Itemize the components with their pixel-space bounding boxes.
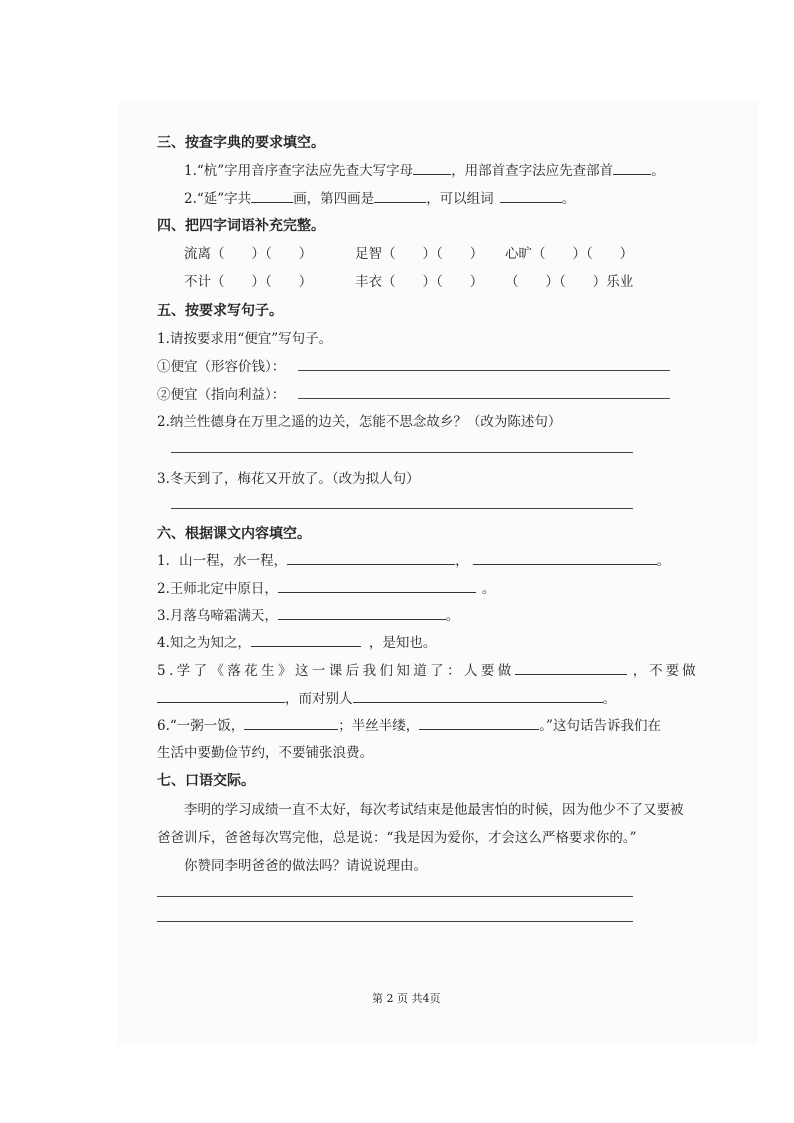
q6-5-text-c: ，而对别人 — [285, 691, 353, 707]
q6-5-text-b: ，不要做 — [632, 663, 699, 679]
question-5-2: 2.纳兰性德身在万里之遥的边关，怎能不思念故乡？（改为陈述句） — [157, 414, 562, 430]
question-5-3: 3.冬天到了，梅花又开放了。（改为拟人句） — [157, 471, 420, 487]
question-6-2 — [157, 580, 495, 598]
answer-blank[interactable] — [374, 190, 426, 203]
answer-line[interactable] — [171, 452, 633, 453]
answer-line[interactable] — [298, 370, 670, 371]
question-3-2 — [184, 190, 575, 208]
q3-2-text-c: ，可以组词 — [426, 191, 494, 207]
q3-1-text-b: ，用部首查字法应先查部首 — [451, 163, 614, 179]
q6-2-text-a: 2.王师北定中原日， — [157, 581, 278, 597]
passage-line-2: 爸爸训斥，爸爸每次骂完他，总是说：“我是因为爱你，才会这么严格要求你的。” — [157, 830, 637, 846]
answer-blank[interactable] — [157, 690, 285, 703]
answer-blank[interactable] — [244, 717, 338, 730]
answer-blank[interactable] — [473, 552, 657, 565]
answer-blank[interactable] — [287, 552, 455, 565]
q3-2-text-d: 。 — [561, 191, 576, 207]
q6-3-text-b: 。 — [445, 608, 460, 624]
section-5-title: 五、按要求写句子。 — [157, 303, 283, 319]
answer-line[interactable] — [298, 398, 670, 399]
q6-4-text-b: ，是知也。 — [368, 635, 437, 651]
question-3-1 — [184, 162, 665, 180]
answer-line[interactable] — [171, 508, 633, 509]
q3-1-text-c: 。 — [651, 163, 665, 179]
q3-1-text-a: 1.“杭”字用音序查字法应先查大写字母 — [184, 163, 414, 179]
section-4-title: 四、把四字词语补充完整。 — [157, 218, 325, 234]
question-6-6 — [157, 717, 661, 735]
q3-2-text-b: 画，第四画是 — [293, 191, 375, 207]
idiom-item: 足智（ ）（ ） — [355, 246, 484, 262]
q6-1-text-c: 。 — [656, 553, 671, 569]
question-6-5-cont — [157, 690, 616, 708]
answer-blank[interactable] — [251, 190, 293, 203]
question-6-1 — [157, 552, 670, 570]
q6-1-text-a: 1．山一程，水一程， — [157, 553, 288, 569]
answer-line[interactable] — [157, 921, 633, 922]
question-6-3 — [157, 607, 459, 625]
q6-6-text-c: 。”这句话告诉我们在 — [539, 718, 661, 734]
passage-line-1: 李明的学习成绩一直不太好，每次考试结束是他最害怕的时候，因为他少不了又要被 — [184, 802, 684, 818]
section-3-title: 三、按查字典的要求填空。 — [157, 135, 325, 151]
idiom-item: （ ）（ ）乐业 — [505, 274, 634, 290]
answer-line[interactable] — [157, 896, 633, 897]
question-5-1: 1.请按要求用“便宜”写句子。 — [157, 331, 333, 347]
answer-blank[interactable] — [500, 190, 562, 203]
answer-blank[interactable] — [251, 634, 361, 647]
q6-6-text-a: 6.“一粥一饭， — [157, 718, 245, 734]
question-5-1b: ②便宜（指向利益）： — [157, 387, 286, 403]
question-5-1a: ①便宜（形容价钱）： — [157, 359, 286, 375]
answer-blank[interactable] — [419, 717, 539, 730]
question-6-5 — [157, 662, 699, 680]
idiom-item: 流离（ ）（ ） — [184, 246, 313, 262]
q6-6-text-b: ；半丝半缕， — [338, 718, 420, 734]
q6-1-text-b: ， — [455, 553, 469, 569]
answer-blank[interactable] — [515, 662, 627, 675]
q3-2-text-a: 2.“延”字共 — [184, 191, 252, 207]
question-6-6-cont: 生活中要勤俭节约，不要铺张浪费。 — [157, 745, 373, 761]
q6-4-text-a: 4.知之为知之， — [157, 635, 251, 651]
question-6-4 — [157, 634, 436, 652]
passage-question: 你赞同李明爸爸的做法吗？请说说理由。 — [184, 858, 427, 874]
section-6-title: 六、根据课文内容填空。 — [157, 526, 311, 542]
answer-blank[interactable] — [413, 162, 451, 175]
section-7-title: 七、口语交际。 — [157, 773, 255, 789]
idiom-item: 丰衣（ ）（ ） — [355, 274, 484, 290]
page-footer: 第 2 页 共4页 — [372, 992, 441, 1005]
idiom-item: 不计（ ）（ ） — [184, 274, 313, 290]
answer-blank[interactable] — [353, 690, 603, 703]
answer-blank[interactable] — [278, 607, 446, 620]
answer-blank[interactable] — [278, 580, 476, 593]
q6-2-text-b: 。 — [481, 581, 496, 597]
q6-3-text-a: 3.月落乌啼霜满天， — [157, 608, 278, 624]
q6-5-text-a: 5.学了《落花生》这一课后我们知道了：人要做 — [157, 663, 515, 679]
paper-sheet — [118, 100, 758, 1045]
idiom-item: 心旷（ ）（ ） — [505, 246, 634, 262]
q6-5-text-d: 。 — [602, 691, 616, 707]
answer-blank[interactable] — [613, 162, 651, 175]
